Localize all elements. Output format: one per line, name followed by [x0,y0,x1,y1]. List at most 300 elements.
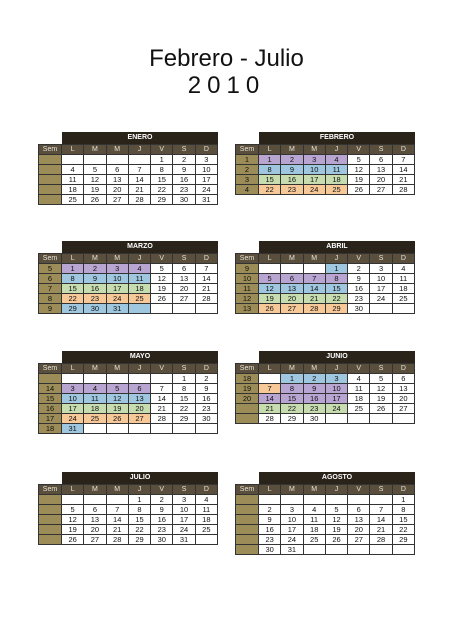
day-cell: 10 [303,165,325,175]
day-cell: 28 [303,304,325,314]
day-cell: 6 [106,165,128,175]
day-cell: 10 [106,274,128,284]
week-row [39,505,218,515]
day-cell: 13 [281,284,303,294]
week-header: Sem [39,364,62,374]
day-cell [173,304,195,314]
day-cell: 6 [128,384,150,394]
week-number [39,525,62,535]
day-cell: 31 [62,424,84,434]
weekday-header: S [173,485,195,495]
day-cell: 22 [259,185,281,195]
day-cell: 9 [303,384,325,394]
day-cell: 1 [128,495,150,505]
week-number: 6 [39,274,62,284]
month-mayo [38,351,218,434]
day-cell [325,414,347,424]
day-cell: 26 [370,404,392,414]
day-cell: 15 [392,515,414,525]
day-cell: 1 [281,374,303,384]
day-cell [325,495,347,505]
day-cell [84,374,106,384]
day-cell: 27 [348,535,370,545]
day-cell: 14 [195,274,217,284]
day-cell [392,304,414,314]
week-row [39,284,218,294]
day-cell: 18 [348,394,370,404]
day-cell: 19 [325,525,347,535]
day-cell [62,495,84,505]
day-cell: 26 [62,535,84,545]
day-cell: 28 [370,535,392,545]
day-cell: 22 [392,525,414,535]
week-header: Sem [39,485,62,495]
day-cell: 3 [325,374,347,384]
day-cell: 5 [370,374,392,384]
day-cell: 20 [173,284,195,294]
day-cell: 5 [84,165,106,175]
weekday-header: L [259,485,281,495]
day-cell [128,155,150,165]
week-number: 4 [236,185,259,195]
month-abril [235,241,415,314]
day-cell: 17 [370,284,392,294]
day-cell: 4 [303,505,325,515]
week-row [39,155,218,165]
weekday-header: M [303,364,325,374]
day-cell: 19 [106,404,128,414]
day-cell [370,545,392,555]
day-cell: 24 [281,535,303,545]
day-cell: 19 [259,294,281,304]
week-row [236,175,415,185]
weekday-header: J [325,145,347,155]
day-cell: 10 [173,505,195,515]
day-cell: 18 [195,515,217,525]
day-cell: 31 [106,304,128,314]
day-cell: 24 [106,294,128,304]
day-cell: 19 [84,185,106,195]
day-cell: 20 [392,394,414,404]
week-row [236,304,415,314]
week-number [236,404,259,414]
day-cell: 18 [62,185,84,195]
day-cell: 23 [84,294,106,304]
day-cell: 10 [370,274,392,284]
week-row [236,185,415,195]
day-cell: 12 [259,284,281,294]
weekday-header: S [370,364,392,374]
week-header: Sem [236,145,259,155]
day-cell: 27 [84,535,106,545]
week-row [39,424,218,434]
day-cell [128,374,150,384]
week-number: 13 [236,304,259,314]
week-number: 17 [39,414,62,424]
day-cell [392,414,414,424]
week-row [236,294,415,304]
weekday-header: D [195,145,217,155]
weekday-header: M [281,364,303,374]
page-year: 2010 [187,72,266,99]
day-cell: 7 [303,274,325,284]
day-cell: 5 [106,384,128,394]
day-cell [281,264,303,274]
day-cell: 17 [106,284,128,294]
day-cell: 12 [325,515,347,525]
day-cell: 3 [303,155,325,165]
week-number [39,515,62,525]
day-cell: 16 [151,515,173,525]
day-cell: 26 [259,304,281,314]
day-cell [84,155,106,165]
week-number: 16 [39,404,62,414]
day-cell: 26 [106,414,128,424]
weekday-header: M [303,254,325,264]
day-cell: 9 [173,165,195,175]
day-cell [195,304,217,314]
week-number [39,155,62,165]
week-number: 9 [236,264,259,274]
day-cell: 17 [281,525,303,535]
day-cell: 13 [173,274,195,284]
day-cell: 27 [392,404,414,414]
weekday-header: M [84,254,106,264]
weekday-header: D [195,364,217,374]
day-cell: 26 [348,185,370,195]
week-number [236,535,259,545]
day-cell: 18 [303,525,325,535]
day-cell: 2 [303,374,325,384]
week-header: Sem [236,364,259,374]
day-cell [348,495,370,505]
day-cell: 25 [303,535,325,545]
day-cell: 14 [128,175,150,185]
day-cell: 4 [392,264,414,274]
day-cell: 1 [325,264,347,274]
day-cell: 8 [62,274,84,284]
day-cell: 1 [151,155,173,165]
day-cell: 31 [281,545,303,555]
day-cell: 18 [392,284,414,294]
day-cell: 13 [106,175,128,185]
week-row [39,404,218,414]
weekday-header: M [84,485,106,495]
day-cell: 22 [128,525,150,535]
day-cell: 25 [62,195,84,205]
week-row [39,274,218,284]
day-cell: 23 [195,404,217,414]
day-cell: 2 [173,155,195,165]
week-number [39,495,62,505]
weekday-header: J [128,145,150,155]
day-cell [128,424,150,434]
day-cell [106,495,128,505]
day-cell: 8 [173,384,195,394]
day-cell: 23 [281,185,303,195]
day-cell: 6 [281,274,303,284]
day-cell: 21 [128,185,150,195]
day-cell: 30 [84,304,106,314]
day-cell: 10 [281,515,303,525]
day-cell: 4 [195,495,217,505]
day-cell: 5 [348,155,370,165]
day-cell: 14 [370,515,392,525]
weekday-header: L [62,254,84,264]
day-cell: 24 [62,414,84,424]
day-cell: 27 [128,414,150,424]
week-row [236,274,415,284]
month-table [38,253,218,314]
day-cell: 18 [325,175,347,185]
day-cell: 13 [370,165,392,175]
weekday-header: M [281,145,303,155]
day-cell: 7 [128,165,150,175]
day-cell: 11 [128,274,150,284]
day-cell: 23 [151,525,173,535]
day-cell: 24 [325,404,347,414]
day-cell: 4 [325,155,347,165]
weekday-header: V [348,364,370,374]
day-cell [128,304,150,314]
day-cell: 25 [128,294,150,304]
day-cell: 21 [370,525,392,535]
week-row [39,495,218,505]
week-number: 5 [39,264,62,274]
week-number [39,505,62,515]
day-cell: 25 [84,414,106,424]
week-number: 19 [236,384,259,394]
day-cell: 12 [106,394,128,404]
day-cell: 6 [348,505,370,515]
day-cell: 20 [281,294,303,304]
day-cell: 10 [325,384,347,394]
day-cell: 25 [325,185,347,195]
weekday-header: J [128,254,150,264]
week-number: 18 [236,374,259,384]
day-cell: 13 [128,394,150,404]
weekday-header: V [151,485,173,495]
day-cell: 1 [392,495,414,505]
weekday-header: V [151,364,173,374]
day-cell: 24 [195,185,217,195]
day-cell: 8 [392,505,414,515]
month-julio [38,472,218,545]
day-cell: 15 [325,284,347,294]
day-cell: 11 [195,505,217,515]
week-number: 7 [39,284,62,294]
weekday-header: L [62,364,84,374]
week-row [39,175,218,185]
week-row [39,165,218,175]
day-cell: 14 [259,394,281,404]
day-cell: 15 [151,175,173,185]
weekday-header: J [128,485,150,495]
weekday-header: M [106,145,128,155]
week-number: 12 [236,294,259,304]
day-cell: 23 [303,404,325,414]
day-cell: 22 [173,404,195,414]
day-cell: 5 [62,505,84,515]
day-cell: 29 [128,535,150,545]
day-cell: 20 [84,525,106,535]
day-cell: 29 [281,414,303,424]
weekday-header: M [281,254,303,264]
week-row [39,304,218,314]
weekday-header: L [62,145,84,155]
week-number: 3 [236,175,259,185]
week-number [39,374,62,384]
weekday-header: D [195,485,217,495]
weekday-header: D [392,145,414,155]
day-cell: 28 [259,414,281,424]
weekday-header: J [128,364,150,374]
day-cell: 20 [348,525,370,535]
day-cell: 27 [370,185,392,195]
day-cell: 24 [303,185,325,195]
week-number: 11 [236,284,259,294]
weekday-header: M [281,485,303,495]
day-cell [195,424,217,434]
day-cell: 20 [106,185,128,195]
day-cell: 3 [370,264,392,274]
day-cell [259,374,281,384]
week-number [39,165,62,175]
week-row [236,515,415,525]
week-row [236,394,415,404]
week-row [236,505,415,515]
day-cell: 29 [325,304,347,314]
day-cell: 26 [151,294,173,304]
week-number [39,535,62,545]
week-number [39,195,62,205]
day-cell: 27 [281,304,303,314]
day-cell: 21 [303,294,325,304]
day-cell: 21 [259,404,281,414]
day-cell: 2 [84,264,106,274]
day-cell: 26 [325,535,347,545]
day-cell: 23 [348,294,370,304]
day-cell: 3 [106,264,128,274]
day-cell [84,424,106,434]
week-row [236,155,415,165]
day-cell: 12 [84,175,106,185]
weekday-header: D [392,485,414,495]
weekday-header: L [259,145,281,155]
day-cell: 21 [106,525,128,535]
weekday-header: S [370,145,392,155]
day-cell: 12 [151,274,173,284]
day-cell: 11 [348,384,370,394]
day-cell: 30 [303,414,325,424]
week-row [39,535,218,545]
week-row [236,264,415,274]
day-cell: 8 [151,165,173,175]
day-cell: 17 [195,175,217,185]
weekday-header: L [62,485,84,495]
day-cell: 30 [259,545,281,555]
day-cell [62,155,84,165]
day-cell: 22 [325,294,347,304]
day-cell: 7 [259,384,281,394]
day-cell: 11 [325,165,347,175]
weekday-header: L [259,254,281,264]
day-cell: 7 [392,155,414,165]
weekday-header: M [84,364,106,374]
day-cell: 3 [281,505,303,515]
weekday-header: D [195,254,217,264]
day-cell: 22 [281,404,303,414]
weekday-header: M [106,364,128,374]
weekday-header: M [303,485,325,495]
day-cell: 17 [173,515,195,525]
day-cell [281,495,303,505]
day-cell [370,414,392,424]
day-cell: 30 [195,414,217,424]
day-cell [370,495,392,505]
day-cell [106,424,128,434]
day-cell [303,545,325,555]
day-cell: 18 [128,284,150,294]
weekday-header: M [106,254,128,264]
day-cell: 29 [392,535,414,545]
weekday-header: V [151,254,173,264]
day-cell [370,304,392,314]
month-name: ENERO [62,132,218,144]
day-cell [259,495,281,505]
day-cell: 11 [303,515,325,525]
day-cell [195,535,217,545]
day-cell [151,374,173,384]
day-cell: 15 [173,394,195,404]
day-cell: 29 [62,304,84,314]
day-cell: 30 [151,535,173,545]
weekday-header: V [151,145,173,155]
week-row [236,165,415,175]
day-cell: 21 [195,284,217,294]
week-number [236,515,259,525]
day-cell: 10 [195,165,217,175]
day-cell: 31 [195,195,217,205]
weekday-header: J [325,364,347,374]
week-row [39,195,218,205]
weekday-header: D [392,254,414,264]
day-cell: 9 [84,274,106,284]
weekday-header: L [259,364,281,374]
month-enero [38,132,218,205]
month-junio [235,351,415,424]
day-cell: 24 [370,294,392,304]
day-cell: 19 [370,394,392,404]
week-row [39,394,218,404]
day-cell: 11 [84,394,106,404]
week-number [236,525,259,535]
day-cell: 5 [151,264,173,274]
week-header: Sem [39,254,62,264]
week-number: 10 [236,274,259,284]
day-cell [348,545,370,555]
day-cell: 3 [195,155,217,165]
day-cell [259,264,281,274]
day-cell: 8 [281,384,303,394]
month-table [235,484,415,555]
day-cell: 11 [392,274,414,284]
day-cell: 2 [281,155,303,165]
week-row [39,294,218,304]
week-row [39,264,218,274]
day-cell: 19 [62,525,84,535]
day-cell: 3 [62,384,84,394]
